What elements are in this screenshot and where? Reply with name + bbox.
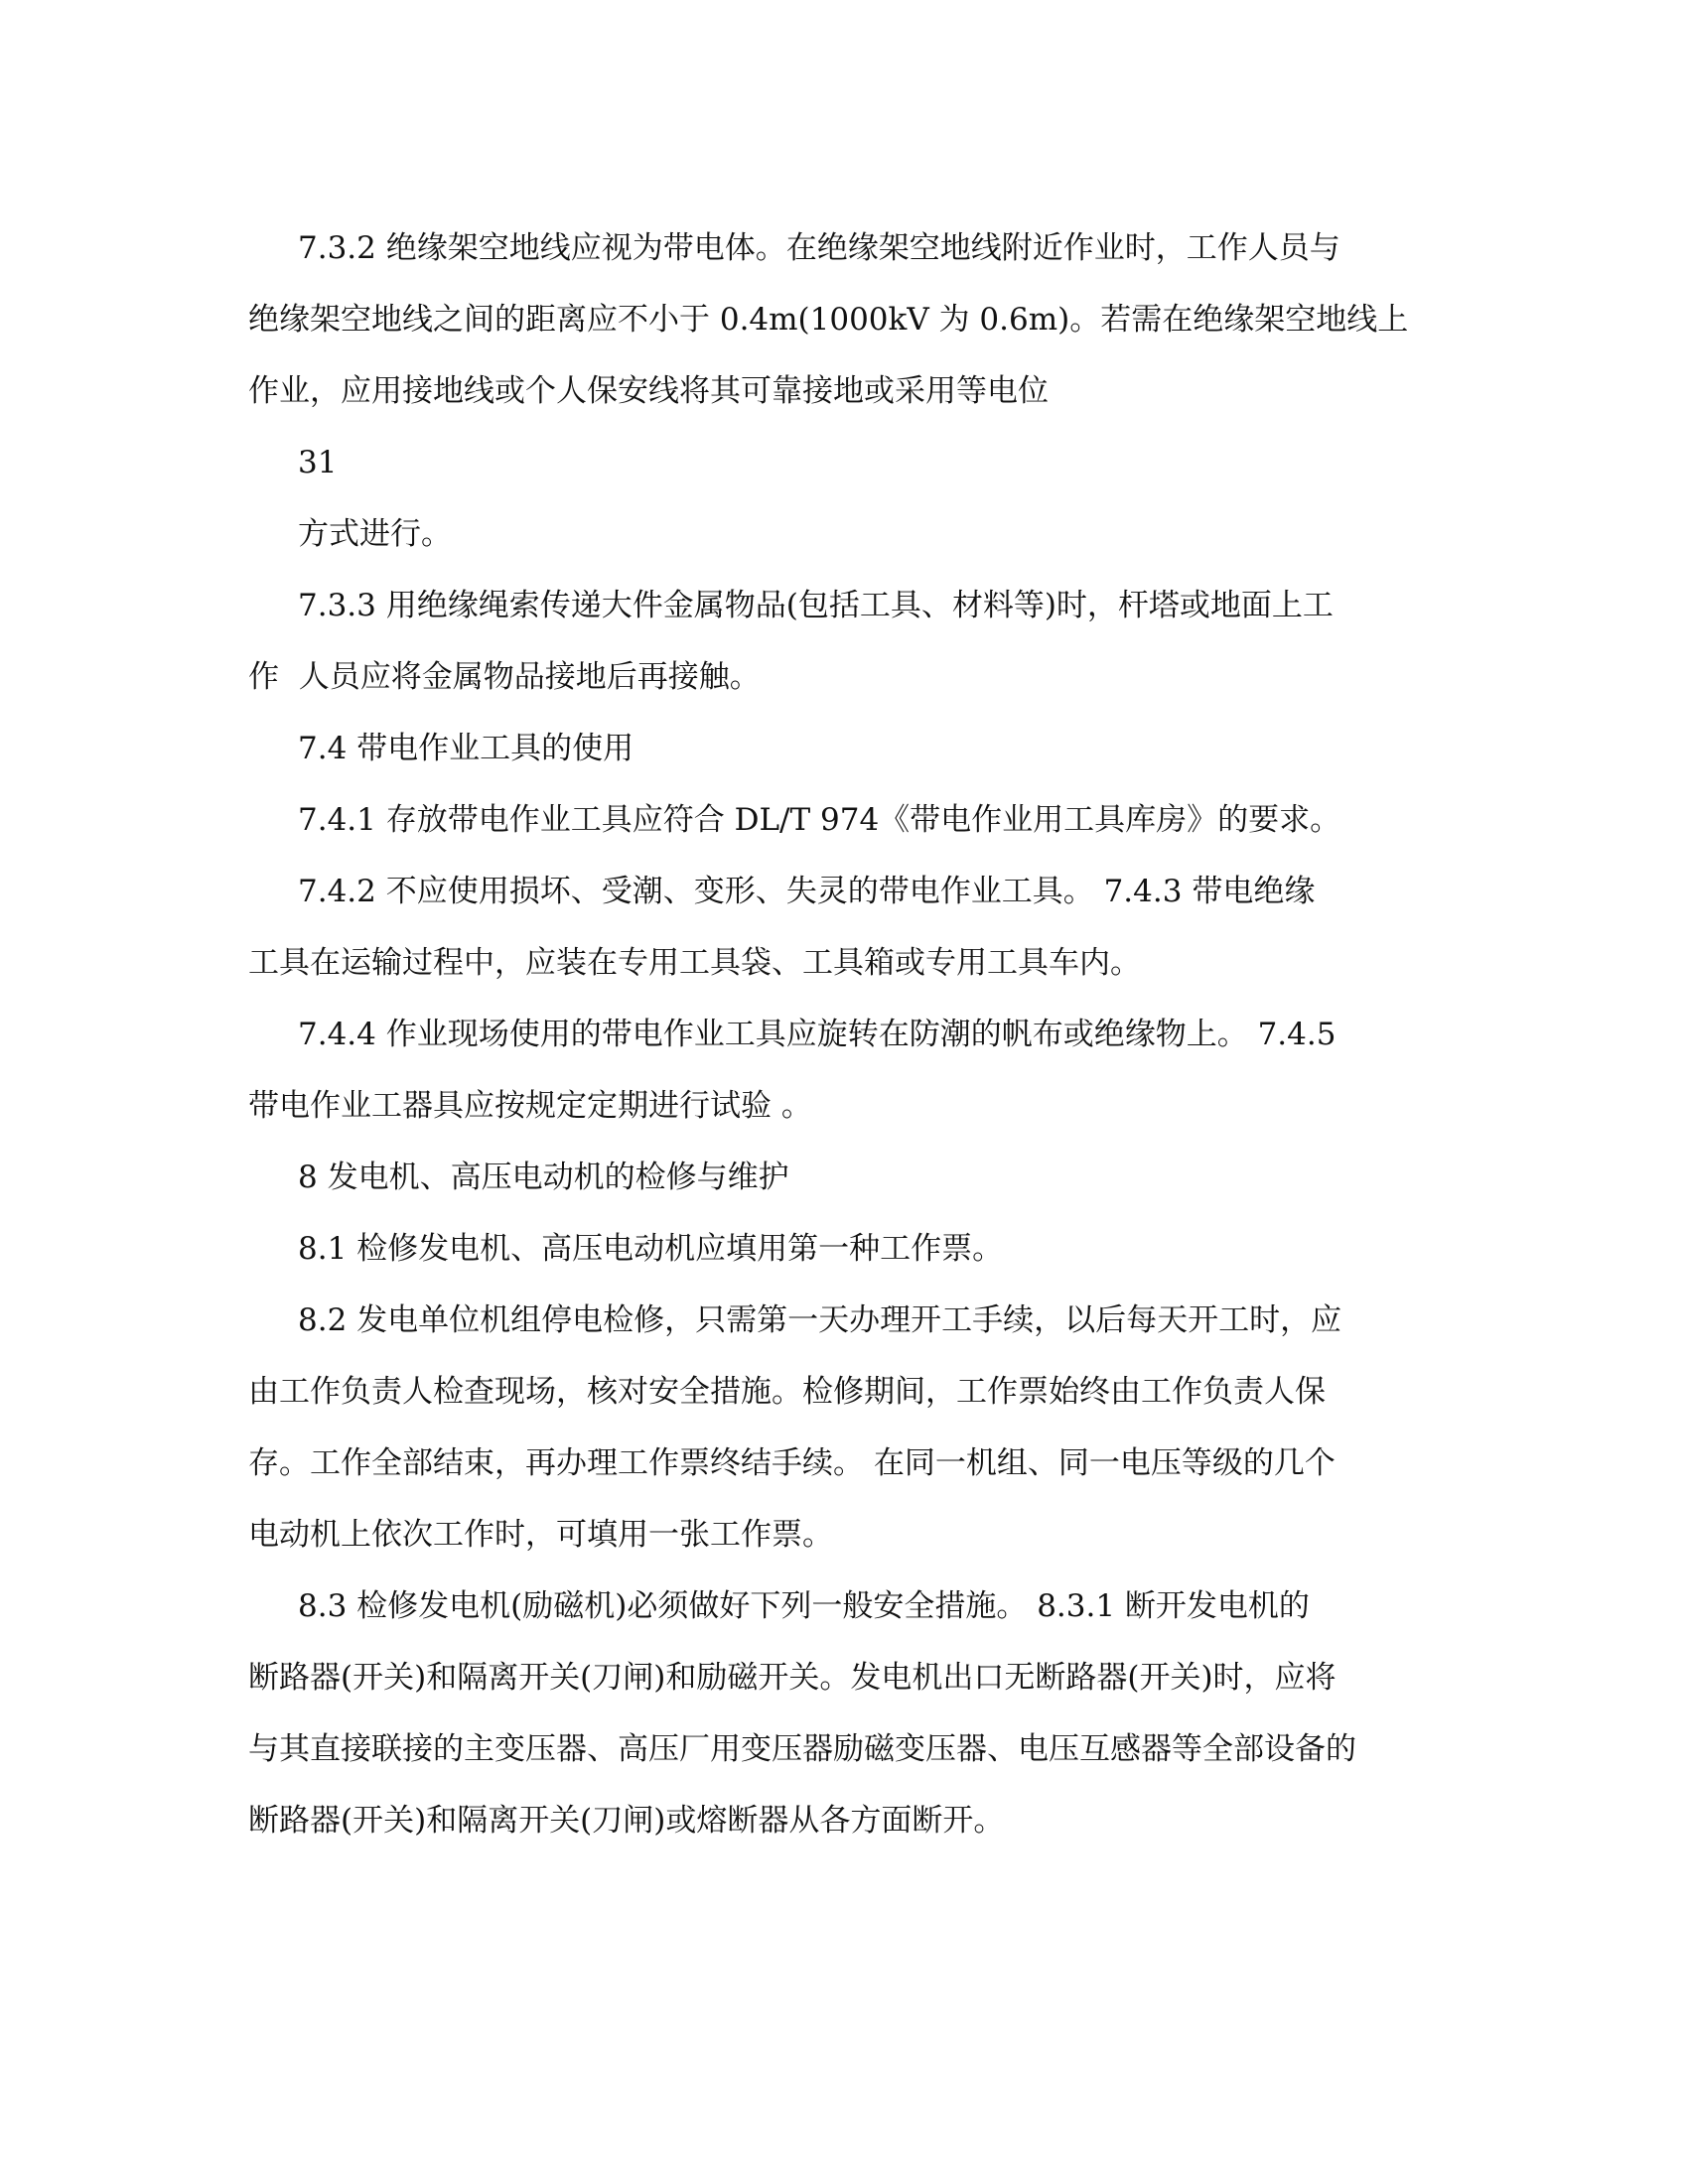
text-line: 由工作负责人检查现场，核对安全措施。检修期间，工作票始终由工作负责人保 bbox=[248, 1374, 1326, 1410]
text-line: 作业，应用接地线或个人保安线将其可靠接地或采用等电位 bbox=[248, 373, 1049, 409]
text-line: 方式进行。 bbox=[298, 516, 452, 552]
section-heading: 8 发电机、高压电动机的检修与维护 bbox=[298, 1160, 789, 1195]
text-line: 7.3.3 用绝缘绳索传递大件金属物品(包括工具、材料等)时，杆塔或地面上工 bbox=[298, 588, 1334, 623]
page-number: 31 bbox=[298, 445, 338, 480]
text-line: 存。工作全部结束，再办理工作票终结手续。 在同一机组、同一电压等级的几个 bbox=[248, 1445, 1336, 1481]
text-line: 电动机上依次工作时，可填用一张工作票。 bbox=[248, 1517, 833, 1553]
text-line: 8.3 检修发电机(励磁机)必须做好下列一般安全措施。 8.3.1 断开发电机的 bbox=[298, 1588, 1310, 1624]
text-line: 断路器(开关)和隔离开关(刀闸)和励磁开关。发电机出口无断路器(开关)时，应将 bbox=[248, 1660, 1336, 1696]
text-line: 8.2 发电单位机组停电检修，只需第一天办理开工手续，以后每天开工时，应 bbox=[298, 1302, 1342, 1338]
text-line: 与其直接联接的主变压器、高压厂用变压器励磁变压器、电压互感器等全部设备的 bbox=[248, 1731, 1356, 1767]
text-line: 绝缘架空地线之间的距离应不小于 0.4m(1000kV 为 0.6m)。若需在绝缘架空地线上 bbox=[248, 302, 1409, 338]
text-line: 7.4.2 不应使用损坏、受潮、变形、失灵的带电作业工具。 7.4.3 带电绝缘 bbox=[298, 874, 1316, 909]
text-line: 7.4.4 作业现场使用的带电作业工具应旋转在防潮的帆布或绝缘物上。 7.4.5 bbox=[298, 1017, 1336, 1052]
text-line: 7.3.2 绝缘架空地线应视为带电体。在绝缘架空地线附近作业时，工作人员与 bbox=[298, 230, 1340, 266]
text-line: 带电作业工器具应按规定定期进行试验 。 bbox=[248, 1088, 812, 1124]
text-line: 8.1 检修发电机、高压电动机应填用第一种工作票。 bbox=[298, 1231, 1004, 1267]
text-line: 7.4.1 存放带电作业工具应符合 DL/T 974《带电作业用工具库房》的要求。 bbox=[298, 802, 1341, 838]
text-line: 工具在运输过程中，应装在专用工具袋、工具箱或专用工具车内。 bbox=[248, 945, 1141, 981]
text-line: 作 人员应将金属物品接地后再接触。 bbox=[248, 659, 761, 695]
section-heading: 7.4 带电作业工具的使用 bbox=[298, 731, 634, 766]
text-line: 断路器(开关)和隔离开关(刀闸)或熔断器从各方面断开。 bbox=[248, 1803, 1005, 1839]
